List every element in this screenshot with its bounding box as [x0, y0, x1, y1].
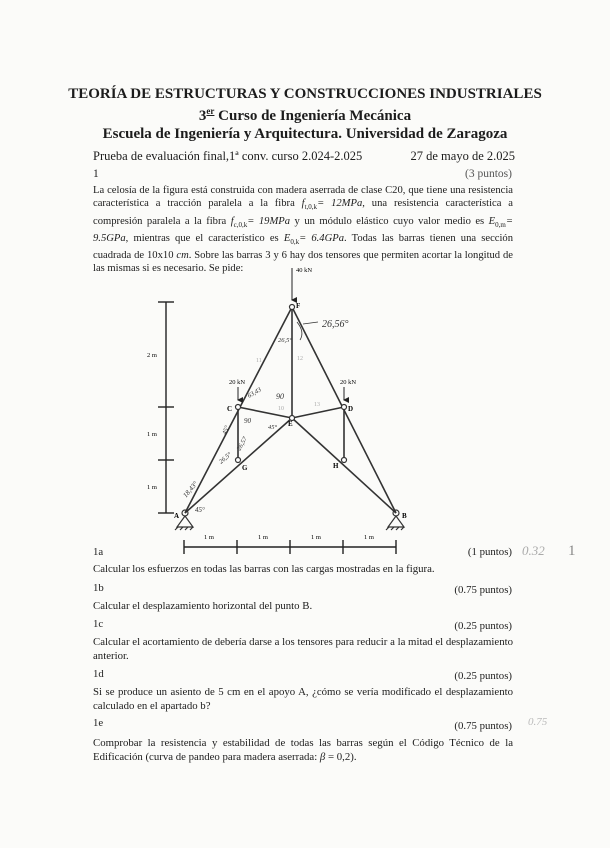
- question-1e-points: (0.75 puntos): [454, 720, 512, 732]
- exam-info: Prueba de evaluación final,1ª conv. curso 2.024-2.025: [93, 149, 363, 163]
- svg-text:H: H: [333, 462, 339, 470]
- svg-text:26,56°: 26,56°: [322, 319, 349, 330]
- question-1e-label: 1e: [93, 717, 104, 729]
- margin-mark-2: 1: [568, 543, 576, 559]
- school-name: Escuela de Ingeniería y Arquitectura. Universidad de Zaragoza: [102, 126, 508, 142]
- question-1a-text: Calcular los esfuerzos en todas las barras con las cargas mostradas en la figura.: [93, 563, 435, 575]
- svg-text:D: D: [348, 405, 354, 413]
- svg-text:G: G: [242, 464, 248, 472]
- course-title: TEORÍA DE ESTRUCTURAS Y CONSTRUCCIONES INDUSTRIALES: [68, 86, 542, 102]
- load-left: 20 kN: [229, 379, 246, 386]
- question-1c-text: Calcular el acortamiento de debería darse a los tensores para reducir a la mitad el desplazamiento anterior.: [93, 636, 513, 662]
- handwritten-notes: [181, 319, 348, 514]
- svg-text:12: 12: [297, 356, 303, 362]
- svg-text:F: F: [296, 302, 301, 310]
- svg-text:A: A: [174, 512, 180, 520]
- question-1b-points: (0.75 puntos): [454, 584, 512, 596]
- svg-text:45°: 45°: [221, 424, 231, 436]
- question-1d-label: 1d: [93, 668, 104, 680]
- svg-text:E: E: [288, 420, 293, 428]
- dim-v-2: 1 m: [147, 431, 157, 438]
- question-1c-points: (0.25 puntos): [454, 620, 512, 632]
- svg-text:45°: 45°: [268, 424, 278, 431]
- problem-points: (3 puntos): [465, 168, 512, 180]
- node-labels: [174, 302, 407, 520]
- svg-text:90: 90: [276, 392, 284, 401]
- course-year: 3er Curso de Ingeniería Mecánica: [198, 106, 412, 124]
- dim-h-2: 1 m: [258, 534, 268, 541]
- svg-text:18,43°: 18,43°: [181, 479, 200, 500]
- dim-h-4: 1 m: [364, 534, 374, 541]
- question-1a-points: (1 puntos): [467, 546, 512, 558]
- svg-text:90: 90: [244, 417, 251, 425]
- load-top: 40 kN: [296, 267, 313, 274]
- exam-date: 27 de mayo de 2.025: [410, 149, 515, 163]
- problem-number: 1: [93, 168, 99, 180]
- svg-text:45°: 45°: [195, 506, 205, 514]
- question-1d-text: Si se produce un asiento de 5 cm en el apoyo A, ¿cómo se vería modificado el desplazamiento calculado en el apartado b?: [93, 686, 513, 712]
- svg-text:B: B: [402, 512, 407, 520]
- problem-statement: La celosía de la figura está construida con madera aserrada de clase C20, que tiene una resistencia característica a tracción paralela a la fibra $f_{t,0,k}= 12MPa$, una resistencia característica a compresión paralela a la fibra $f_{c,0,k}= 19MPa$ y un módulo elástico cuyo valor medio es $E_{0,m}= 9.5GPa$, mientras que el característico es $E_{0,k}= 6.4GPa$. Todas las barras tienen una sección cuadrada de 10x10 cm. Sobre las barras 3 y 6 hay dos tensores que permiten acortar la longitud de las mismas si es necesario. Se pide:: [93, 185, 514, 275]
- svg-text:11: 11: [256, 358, 262, 364]
- truss-figure: [0, 260, 610, 560]
- svg-text:C: C: [227, 405, 233, 413]
- svg-text:13: 13: [314, 402, 320, 408]
- svg-text:10: 10: [278, 406, 284, 412]
- svg-text:63,43: 63,43: [246, 386, 263, 400]
- question-1c-label: 1c: [93, 618, 104, 630]
- question-1e-text: Comprobar la resistencia y estabilidad de todas las barras según el Código Técnico de la Edificación (curva de pandeo para madera aserrada: β = 0,2).: [93, 737, 513, 763]
- vertical-dimension: [158, 302, 174, 513]
- svg-text:26,5°: 26,5°: [217, 451, 233, 466]
- question-1b-label: 1b: [93, 582, 104, 594]
- question-1a-label: 1a: [93, 546, 104, 558]
- question-1b-text: Calcular el desplazamiento horizontal del punto B.: [93, 600, 313, 612]
- dim-h-3: 1 m: [311, 534, 321, 541]
- margin-mark-1: 0.32: [522, 543, 545, 558]
- svg-text:26,5°: 26,5°: [278, 337, 292, 344]
- svg-text:26,57: 26,57: [235, 435, 250, 452]
- question-1d-points: (0.25 puntos): [454, 670, 512, 682]
- dim-v-1: 2 m: [147, 352, 157, 359]
- load-right: 20 kN: [340, 379, 357, 386]
- dim-h-1: 1 m: [204, 534, 214, 541]
- dim-v-3: 1 m: [147, 484, 157, 491]
- margin-mark-3: 0.75: [528, 716, 548, 728]
- bar-numbers: [256, 356, 320, 412]
